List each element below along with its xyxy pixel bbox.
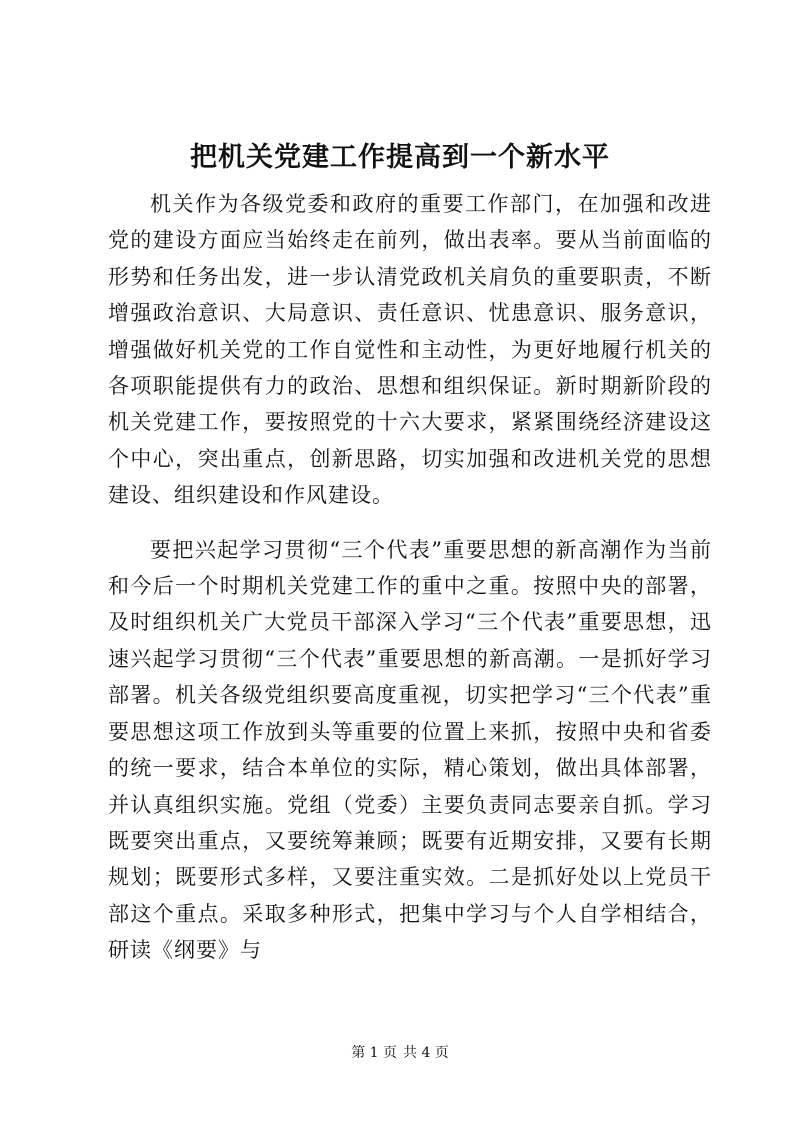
document-body — [108, 186, 712, 969]
page-footer — [0, 1043, 800, 1063]
paragraph-1: 机关作为各级党委和政府的重要工作部门，在加强和改进党的建设方面应当始终走在前列，做出表率。要从当前面临的形势和任务出发，进一步认清党政机关肩负的重要职责，不断增强政治意识、大局意识、责任意识、忧患意识、服务意识，增强做好机关党的工作自觉性和主动性，为更好地履行机关的各项职能提供有力的政治、思想和组织保证。新时期新阶段的机关党建工作，要按照党的十六大要求，紧紧围绕经济建设这个中心，突出重点，创新思路，切实加强和改进机关党的思想建设、组织建设和作风建设。 — [108, 192, 712, 508]
page-number: 第 1 页 — [351, 1045, 397, 1061]
page-total: 共 4 页 — [403, 1045, 449, 1061]
document-title: 把机关党建工作提高到一个新水平 — [190, 142, 610, 173]
paragraph-2: 要把兴起学习贯彻“三个代表”重要思想的新高潮作为当前和今后一个时期机关党建工作的重中之重。按照中央的部署，及时组织机关广大党员干部深入学习“三个代表”重要思想，迅速兴起学习贯彻“三个代表”重要思想的新高潮。一是抓好学习部署。机关各级党组织要高度重视，切实把学习“三个代表”重要思想这项工作放到头等重要的位置上来抓，按照中央和省委的统一要求，结合本单位的实际，精心策划，做出具体部署，并认真组织实施。党组（党委）主要负责同志要亲自抓。学习既要突出重点，又要统筹兼顾；既要有近期安排，又要有长期规划；既要形式多样，又要注重实效。二是抓好处以上党员干部这个重点。采取多种形式，把集中学习与个人自学相结合，研读《纲要》与 — [108, 537, 712, 963]
